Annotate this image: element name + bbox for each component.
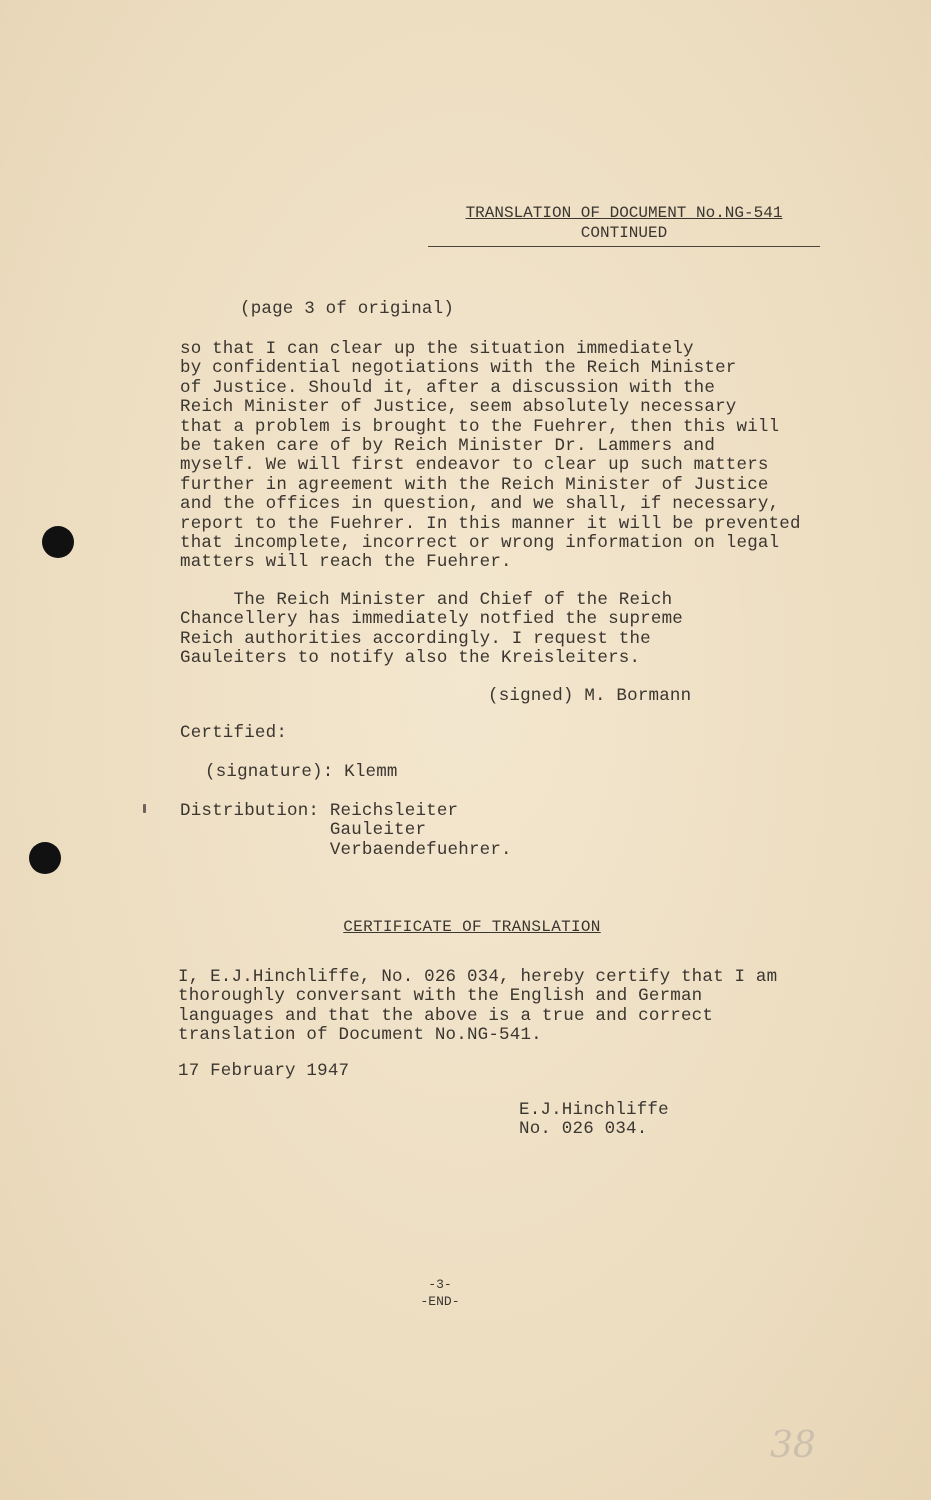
certificate-text: I, E.J.Hinchliffe, No. 026 034, hereby certify that I am thoroughly conversant with the English and German languages and that the above is a true and correct translation of Document No.NG-541.	[178, 967, 778, 1046]
certificate-date: 17 February 1947	[178, 1061, 350, 1081]
header-subtitle: CONTINUED	[580, 224, 668, 242]
page-reference: (page 3 of original)	[240, 299, 455, 319]
signature-line: (signature): Klemm	[205, 762, 398, 782]
header-rule	[428, 246, 820, 247]
punch-hole	[42, 526, 74, 558]
page-number: -3-	[428, 1277, 452, 1292]
handwritten-page-number: 38	[770, 1425, 816, 1466]
punch-hole	[29, 842, 61, 874]
certified-label: Certified:	[180, 723, 288, 743]
margin-mark	[143, 804, 146, 813]
signed-line: (signed) M. Bormann	[488, 686, 692, 706]
certificate-title: CERTIFICATE OF TRANSLATION	[343, 918, 601, 936]
document-header	[428, 203, 820, 247]
body-paragraph-2: The Reich Minister and Chief of the Reich Chancellery has immediately notfied the supreme Reich authorities accordingly. I request the Gauleiters to notify also the Kreisleiters.	[180, 590, 683, 669]
distribution-list: Distribution: Reichsleiter Gauleiter Verbaendefuehrer.	[180, 801, 512, 860]
translator-signatory: E.J.Hinchliffe No. 026 034.	[519, 1100, 669, 1140]
body-paragraph-1: so that I can clear up the situation immediately by confidential negotiations with the Reich Minister of Justice. Should it, after a discussion with the Reich Minister of Justice, seem absolutely necessary that a problem is brought to the Fuehrer, then this will be taken care of by Reich Minister Dr. Lammers and myself. We will first endeavor to clear up such matters further in agreement with the Reich Minister of Justice and the offices in question, and we shall, if necessary, report to the Fuehrer. In this manner it will be prevented that incomplete, incorrect or wrong information on legal matters will reach the Fuehrer.	[180, 339, 801, 573]
header-title: TRANSLATION OF DOCUMENT No.NG-541	[465, 204, 783, 222]
page-footer	[410, 1276, 470, 1310]
end-marker: -END-	[420, 1294, 460, 1309]
